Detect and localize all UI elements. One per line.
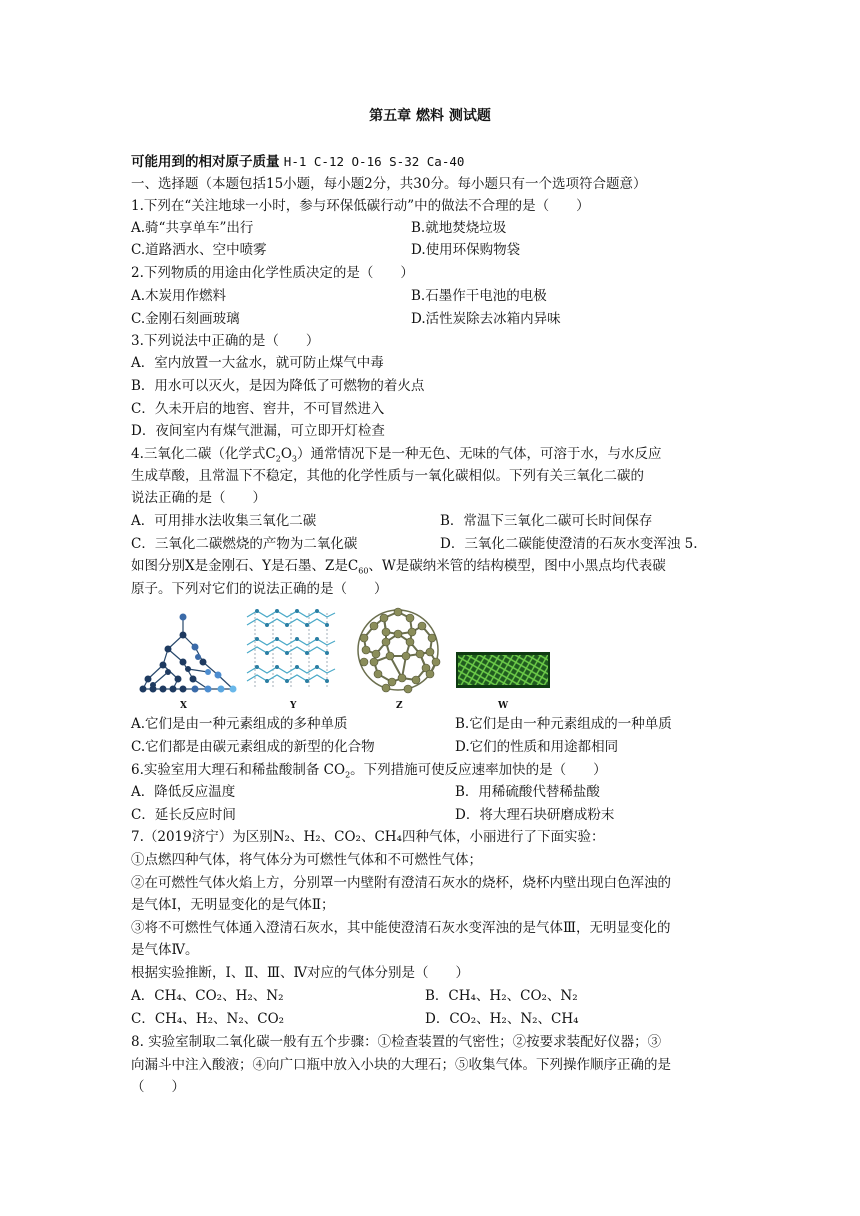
q1-option-a: A.骑“共享单车”出行 [131, 220, 254, 236]
q1-stem: 1.下列在“关注地球一小时，参与环保低碳行动”中的做法不合理的是（ ） [131, 198, 590, 214]
section-heading: 一、选择题（本题包括15小题，每小题2分，共30分。每小题只有一个选项符合题意） [131, 176, 647, 192]
figure-label-y: Y [290, 701, 297, 711]
q6-stem: 6.实验室用大理石和稀盐酸制备 $CO_2$。下列措施可使反应速率加快的是（ ） [131, 762, 607, 780]
q3-option-a: A．室内放置一大盆水，就可防止煤气中毒 [131, 355, 384, 371]
q4-stem-line2: 生成草酸，且常温下不稳定，其他的化学性质与一氧化碳相似。下列有关三氧化二碳的 [131, 468, 644, 484]
q3-option-c: C．久未开启的地窖、窖井，不可冒然进入 [131, 401, 385, 417]
q6-option-d: D．将大理石块研磨成粉末 [455, 807, 615, 823]
q2-option-b: B.石墨作干电池的电极 [411, 288, 547, 304]
q7-option-b: B．CH₄、H₂、CO₂、N₂ [425, 988, 578, 1004]
q5-option-b: B.它们是由一种元素组成的一种单质 [455, 716, 672, 732]
q7-option-d: D．CO₂、H₂、N₂、CH₄ [425, 1011, 579, 1027]
q4-option-d: D．三氧化二碳能使澄清的石灰水变浑浊 5. [440, 536, 698, 552]
q4-option-a: A．可用排水法收集三氧化二碳 [131, 513, 317, 529]
q7-step3-line2: 是气体Ⅳ。 [131, 942, 199, 958]
graphite-structure-image [243, 605, 338, 697]
atomic-mass-label: 可能用到的相对原子质量 [131, 154, 280, 170]
q1-option-c: C.道路洒水、空中喷雾 [131, 242, 267, 258]
q7-question: 根据实验推断，Ⅰ、Ⅱ、Ⅲ、Ⅳ对应的气体分别是（ ） [131, 965, 470, 981]
q2-option-c: C.金刚石刻画玻璃 [131, 311, 240, 327]
q5-stem-line1: 如图分别X是金刚石、Y是石墨、Z是$C_{60}$、W是碳纳米管的结构模型，图中小黑点均代表碳 [131, 558, 666, 576]
atomic-mass-values: H-1 C-12 O-16 S-32 Ca-40 [283, 154, 465, 169]
q7-option-c: C．CH₄、H₂、N₂、CO₂ [131, 1011, 285, 1027]
diamond-structure-image [133, 607, 238, 697]
q5-option-d: D.它们的性质和用途都相同 [455, 739, 619, 755]
q2-option-a: A.木炭用作燃料 [131, 288, 227, 304]
q5-option-a: A.它们是由一种元素组成的多种单质 [131, 716, 348, 732]
q7-stem: 7.（2019济宁）为区别N₂、H₂、CO₂、CH₄四种气体，小丽进行了下面实验： [131, 829, 605, 845]
q5-stem-line2: 原子。下列对它们的说法正确的是（ ） [131, 581, 388, 597]
q8-stem-line2: 向漏斗中注入酸液；④向广口瓶中放入小块的大理石；⑤收集气体。下列操作顺序正确的是 [131, 1057, 671, 1073]
q7-step1: ①点燃四种气体，将气体分为可燃性气体和不可燃性气体； [131, 852, 482, 868]
q6-option-b: B．用稀硫酸代替稀盐酸 [455, 784, 600, 800]
q7-step2-line1: ②在可燃性气体火焰上方，分别罩一内壁附有澄清石灰水的烧杯，烧杯内壁出现白色浑浊的 [131, 875, 671, 891]
figure-label-z: Z [396, 701, 403, 711]
q6-option-a: A．降低反应温度 [131, 784, 236, 800]
figure-label-w: W [498, 701, 509, 711]
atomic-mass-line [131, 153, 464, 171]
q1-option-d: D.使用环保购物袋 [411, 242, 521, 258]
c60-structure-image [352, 604, 444, 696]
q6-option-c: C．延长反应时间 [131, 807, 236, 823]
q4-option-c: C．三氧化二碳燃烧的产物为二氧化碳 [131, 536, 358, 552]
q3-stem: 3.下列说法中正确的是（ ） [131, 333, 320, 349]
q8-stem-line1: 8. 实验室制取二氧化碳一般有五个步骤：①检查装置的气密性；②按要求装配好仪器；③ [131, 1034, 662, 1050]
nanotube-structure-image [456, 652, 550, 688]
q7-step3-line1: ③将不可燃性气体通入澄清石灰水，其中能使澄清石灰水变浑浊的是气体Ⅲ，无明显变化的 [131, 920, 671, 936]
q2-stem: 2.下列物质的用途由化学性质决定的是（ ） [131, 265, 414, 281]
q7-step2-line2: 是气体Ⅰ，无明显变化的是气体Ⅱ； [131, 897, 335, 913]
q4-stem-line3: 说法正确的是（ ） [131, 490, 266, 506]
q8-stem-line3: （ ） [131, 1079, 185, 1095]
figure-label-x: X [180, 701, 187, 711]
q4-option-b: B．常温下三氧化二碳可长时间保存 [440, 513, 653, 529]
q5-option-c: C.它们都是由碳元素组成的新型的化合物 [131, 739, 375, 755]
q4-stem-line1: 4.三氧化二碳（化学式$C_2O_3$）通常情况下是一种无色、无味的气体，可溶于水，与水反应 [131, 446, 662, 464]
q3-option-d: D．夜间室内有煤气泄漏，可立即开灯检查 [131, 423, 385, 439]
q7-option-a: A．CH₄、CO₂、H₂、N₂ [131, 988, 284, 1004]
q1-option-b: B.就地焚烧垃圾 [411, 220, 507, 236]
q3-option-b: B．用水可以灭火，是因为降低了可燃物的着火点 [131, 378, 425, 394]
q2-option-d: D.活性炭除去冰箱内异味 [411, 311, 561, 327]
page-title: 第五章 燃料 测试题 [369, 108, 491, 124]
